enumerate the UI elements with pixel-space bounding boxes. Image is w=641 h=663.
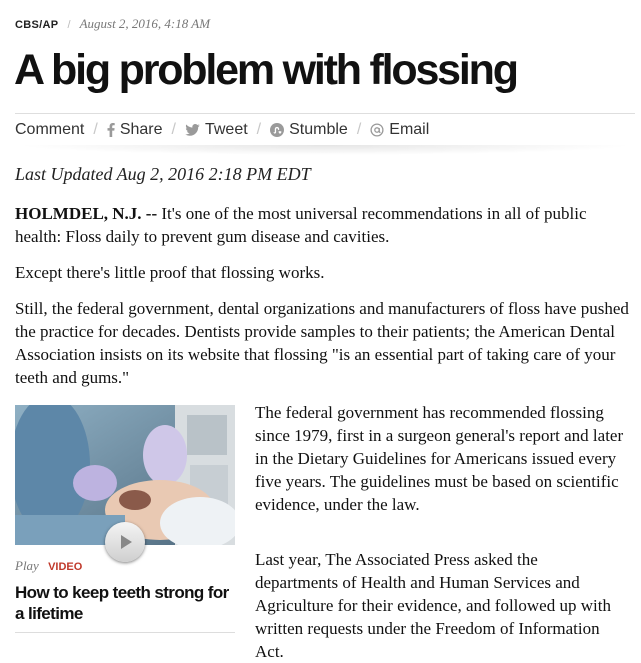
tweet-label: Tweet [204,121,248,138]
facebook-icon [107,123,115,137]
paragraph-3: Still, the federal government, dental organizations and manufacturers of floss have pushed the practice for decades. Dentists provide samples to their patients; the American Dental Association insists on its website that flossing "is an essential part of taking care of your teeth and gums." [15,299,629,387]
video-tag: VIDEO [48,561,83,573]
tweet-button[interactable] [185,121,248,139]
stumble-button[interactable] [270,121,348,139]
dateline: HOLMDEL, N.J. -- [15,204,158,223]
video-meta [15,558,82,574]
paragraph-5: Last year, The Associated Press asked the departments of Health and Human Services and Agriculture for their evidence, and followed up with written requests under the Freedom of Information Act. [255,550,611,661]
share-separator: / [93,121,98,138]
paragraph-1-text: It's one of the most universal recommendations in all of public health: Floss daily to prevent gum disease and cavities. [15,204,587,246]
article-source: CBS/AP [15,19,59,31]
article-date: August 2, 2016, 4:18 AM [79,16,211,31]
paragraph-2: Except there's little proof that flossing works. [15,263,325,282]
share-label: Share [119,121,163,138]
share-bar [15,113,635,146]
share-separator: / [256,121,262,138]
stumbleupon-icon [270,123,284,137]
at-sign-icon [370,123,384,137]
comment-label: Comment [15,121,85,138]
video-divider [15,632,235,633]
article-title: A big problem with flossing [14,46,517,94]
video-title-link[interactable]: How to keep teeth strong for a lifetime [15,583,229,623]
stumble-label: Stumble [289,121,348,138]
play-button[interactable] [105,522,145,562]
comment-button[interactable] [15,121,84,139]
facebook-share-button[interactable] [107,121,163,139]
paragraph-4: The federal government has recommended flossing since 1979, first in a surgeon general's report and later in the Dietary Guidelines for Americans issued every five years. The guidelines must be based on scientific evidence, under the law. [255,403,624,514]
article-meta [15,16,210,32]
share-bar-shadow [15,145,635,155]
email-label: Email [389,121,430,138]
last-updated: Last Updated Aug 2, 2016 2:18 PM EDT [15,164,311,184]
paragraph-1 [15,202,635,248]
twitter-bird-icon [185,124,200,136]
share-separator: / [356,121,362,138]
meta-separator: / [67,19,71,31]
email-button[interactable] [370,121,429,139]
play-icon [121,535,132,549]
video-play-label: Play [15,558,39,573]
share-separator: / [171,121,176,138]
